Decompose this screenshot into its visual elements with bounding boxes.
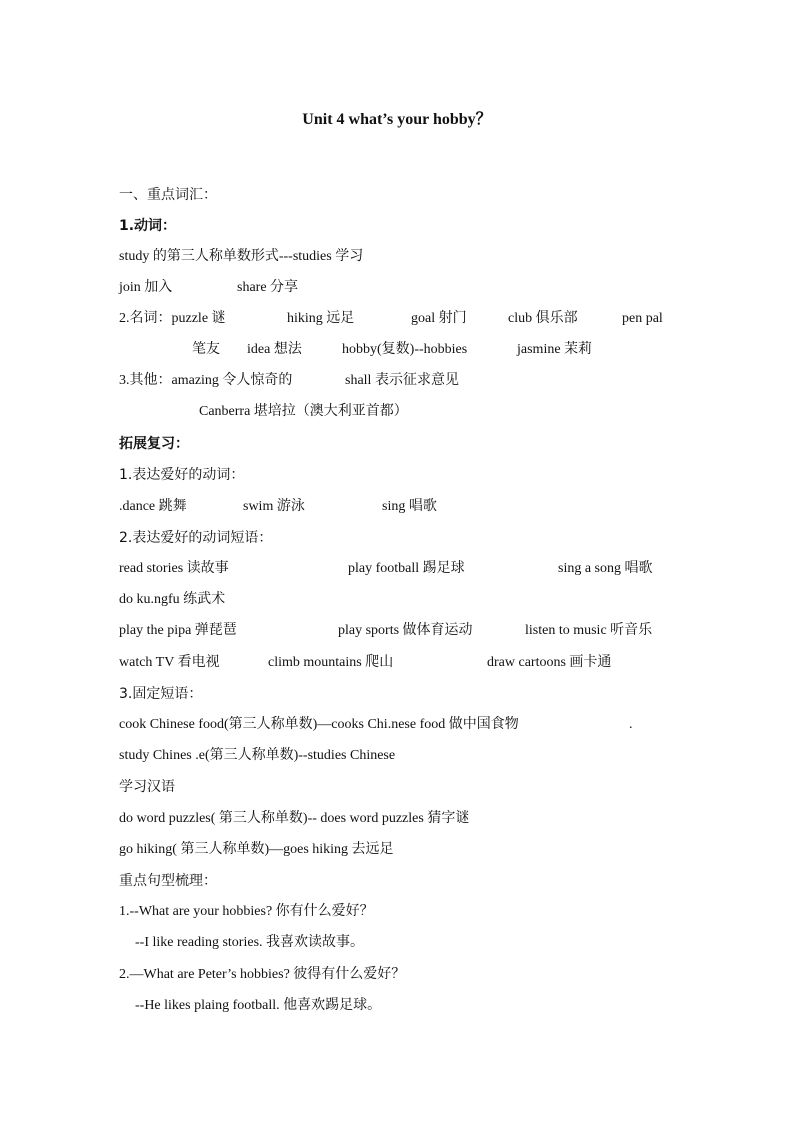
noun-club: club 俱乐部 [508, 311, 578, 326]
phrase-play-sports: play sports 做体育运动 [338, 623, 473, 638]
sentence-2-question: 2.—What are Peter’s hobbies? 彼得有什么爱好？ [119, 967, 406, 982]
other-shall: shall 表示征求意见 [345, 373, 459, 388]
fixed-line-5: go hiking( 第三人称单数)—goes hiking 去远足 [119, 842, 394, 857]
phrase-watch-tv: watch TV 看电视 [119, 655, 220, 670]
sentence-1-answer: --I like reading stories. 我喜欢读故事。 [135, 935, 365, 950]
other-amazing: 3.其他：amazing 令人惊奇的 [119, 373, 293, 388]
sentence-2-answer: --He likes plaing football. 他喜欢踢足球。 [135, 998, 382, 1013]
noun-puzzle: 2.名词：puzzle 谜 [119, 311, 226, 326]
phrase-sing-a-song: sing a song 唱歌 [558, 561, 653, 576]
review-heading: 拓展复习： [119, 436, 189, 452]
noun-hobby: hobby(复数)--hobbies [342, 342, 468, 357]
fixed-heading: 3.固定短语： [119, 686, 203, 702]
noun-goal: goal 射门 [411, 311, 467, 326]
noun-pen-pal-meaning: 笔友 [192, 342, 220, 357]
fixed-line-3: 学习汉语 [119, 779, 175, 795]
fixed-line-1-dot: . [629, 717, 633, 732]
phrase-play-football: play football 踢足球 [348, 561, 465, 576]
fixed-cook-chinese-food: cook Chinese food(第三人称单数)—cooks Chi.nese food 做中国食物 [119, 717, 519, 732]
sentences-heading: 重点句型梳理： [119, 873, 217, 889]
verbs-line-1: study 的第三人称单数形式---studies 学习 [119, 249, 364, 264]
hobby-verbs-heading: 1.表达爱好的动词： [119, 467, 245, 483]
phrase-climb-mountains: climb mountains 爬山 [268, 655, 394, 670]
noun-jasmine: jasmine 茉莉 [517, 342, 593, 357]
hobby-verb-swim: swim 游泳 [243, 499, 305, 514]
verb-share: share 分享 [237, 280, 299, 295]
fixed-line-4: do word puzzles( 第三人称单数)-- does word puzzles 猜字谜 [119, 811, 470, 826]
hobby-verb-dance: .dance 跳舞 [119, 499, 187, 514]
page-title: Unit 4 what’s your hobby？ [302, 111, 492, 128]
phrase-listen-music: listen to music 听音乐 [525, 623, 653, 638]
vocab-heading: 一、重点词汇： [119, 187, 217, 203]
phrase-play-pipa: play the pipa 弹琵琶 [119, 623, 237, 638]
phrase-read-stories: read stories 读故事 [119, 561, 229, 576]
other-canberra: Canberra 堪培拉（澳大利亚首都） [199, 404, 408, 419]
verbs-heading: 1.动词： [119, 218, 177, 234]
hobby-verb-sing: sing 唱歌 [382, 499, 437, 514]
phrases-heading: 2.表达爱好的动词短语： [119, 530, 273, 546]
noun-idea: idea 想法 [247, 342, 302, 357]
noun-hiking: hiking 远足 [287, 311, 355, 326]
phrases-line-2: do ku.ngfu 练武术 [119, 592, 226, 607]
noun-pen-pal: pen pal [622, 311, 663, 326]
phrase-draw-cartoons: draw cartoons 画卡通 [487, 655, 612, 670]
verb-join: join 加入 [119, 280, 173, 295]
sentence-1-question: 1.--What are your hobbies? 你有什么爱好？ [119, 904, 374, 919]
fixed-line-2: study Chines .e(第三人称单数)--studies Chinese [119, 748, 396, 763]
